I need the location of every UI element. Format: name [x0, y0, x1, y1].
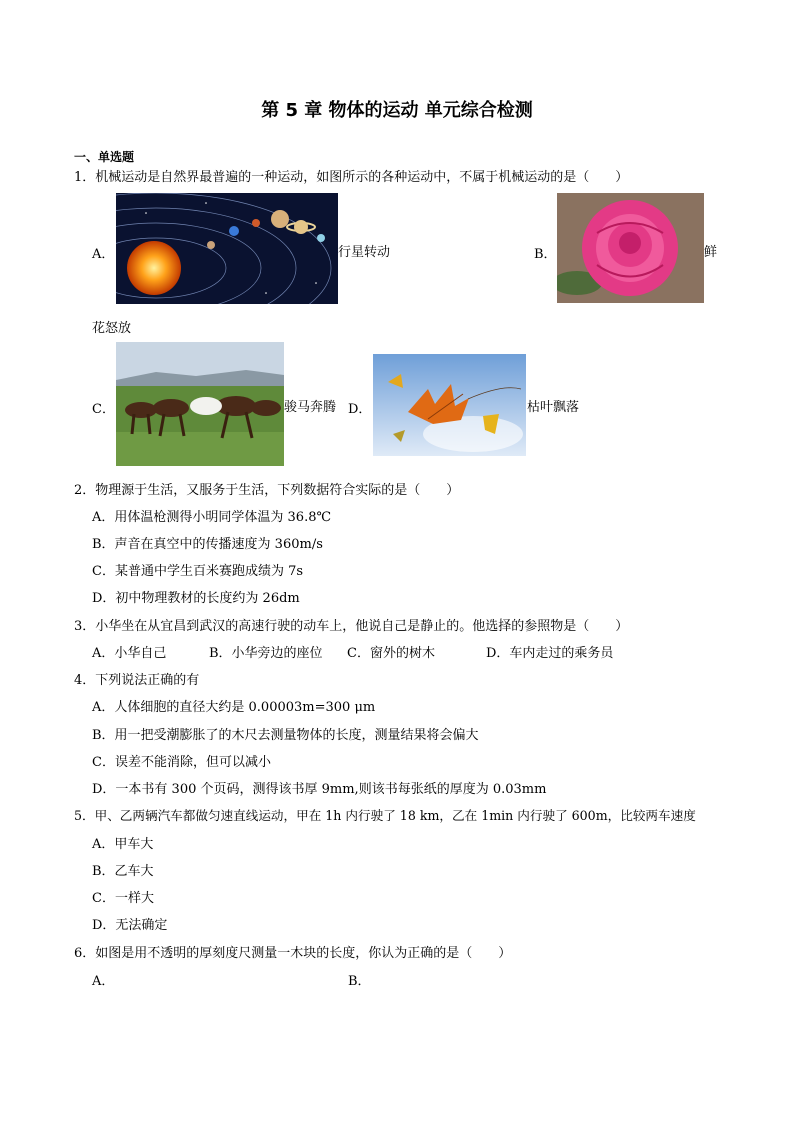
q1-option-d-text: 枯叶飘落: [527, 400, 580, 415]
q1-option-a-label: A．: [92, 247, 115, 262]
q4-option-c: C．误差不能消除，但可以减小: [92, 755, 271, 770]
q2-option-b: B．声音在真空中的传播速度为 360m/s: [92, 537, 323, 552]
rose-image: [557, 193, 704, 303]
q1-option-c-label: C．: [92, 402, 115, 417]
q6-option-b-label: B．: [348, 974, 371, 989]
q6-option-a-label: A．: [92, 974, 115, 989]
q1-stem: 1．机械运动是自然界最普遍的一种运动，如图所示的各种运动中，不属于机械运动的是（ ）: [74, 170, 629, 185]
horses-image: [116, 342, 284, 466]
q5-option-b: B．乙车大: [92, 864, 154, 879]
q4-option-d: D．一本书有 300 个页码，测得该书厚 9mm,则该书每张纸的厚度为 0.03mm: [92, 782, 547, 797]
q3-option-a: A．小华自己: [92, 646, 167, 661]
q2-stem: 2．物理源于生活，又服务于生活，下列数据符合实际的是（ ）: [74, 483, 460, 498]
q2-option-c: C．某普通中学生百米赛跑成绩为 7s: [92, 564, 304, 579]
falling-leaves-image: [373, 354, 526, 456]
q5-option-d: D．无法确定: [92, 918, 168, 933]
q3-option-c: C．窗外的树木: [347, 646, 435, 661]
q1-option-b-text-2: 花怒放: [92, 321, 132, 336]
q2-option-d: D．初中物理教材的长度约为 26dm: [92, 591, 300, 606]
q5-option-a: A．甲车大: [92, 837, 154, 852]
q1-option-b-label: B．: [534, 247, 557, 262]
q1-option-c-text: 骏马奔腾: [284, 400, 337, 415]
section-heading: 一、单选题: [74, 150, 135, 164]
q3-option-d: D．车内走过的乘务员: [486, 646, 614, 661]
q5-option-c: C．一样大: [92, 891, 154, 906]
q5-stem: 5．甲、乙两辆汽车都做匀速直线运动，甲在 1h 内行驶了 18 km，乙在 1min 内行驶了 600m，比较两车速度: [74, 808, 696, 823]
q1-option-d-label: D．: [348, 402, 372, 417]
q2-option-a: A．用体温枪测得小明同学体温为 36.8℃: [92, 510, 332, 525]
q4-option-b: B．用一把受潮膨胀了的木尺去测量物体的长度，测量结果将会偏大: [92, 728, 479, 743]
q4-stem: 4．下列说法正确的有: [74, 673, 200, 688]
page-title: 第 5 章 物体的运动 单元综合检测: [261, 100, 533, 121]
q4-option-a: A．人体细胞的直径大约是 0.00003m=300 μm: [92, 700, 376, 715]
q1-option-b-text-1: 鲜: [704, 245, 718, 260]
q3-stem: 3．小华坐在从宜昌到武汉的高速行驶的动车上，他说自己是静止的。他选择的参照物是（ ）: [74, 619, 629, 634]
solar-system-image: [116, 193, 338, 304]
q1-option-a-text: 行星转动: [338, 245, 391, 260]
q3-option-b: B．小华旁边的座位: [209, 646, 323, 661]
q6-stem: 6．如图是用不透明的厚刻度尺测量一木块的长度，你认为正确的是（ ）: [74, 946, 512, 961]
